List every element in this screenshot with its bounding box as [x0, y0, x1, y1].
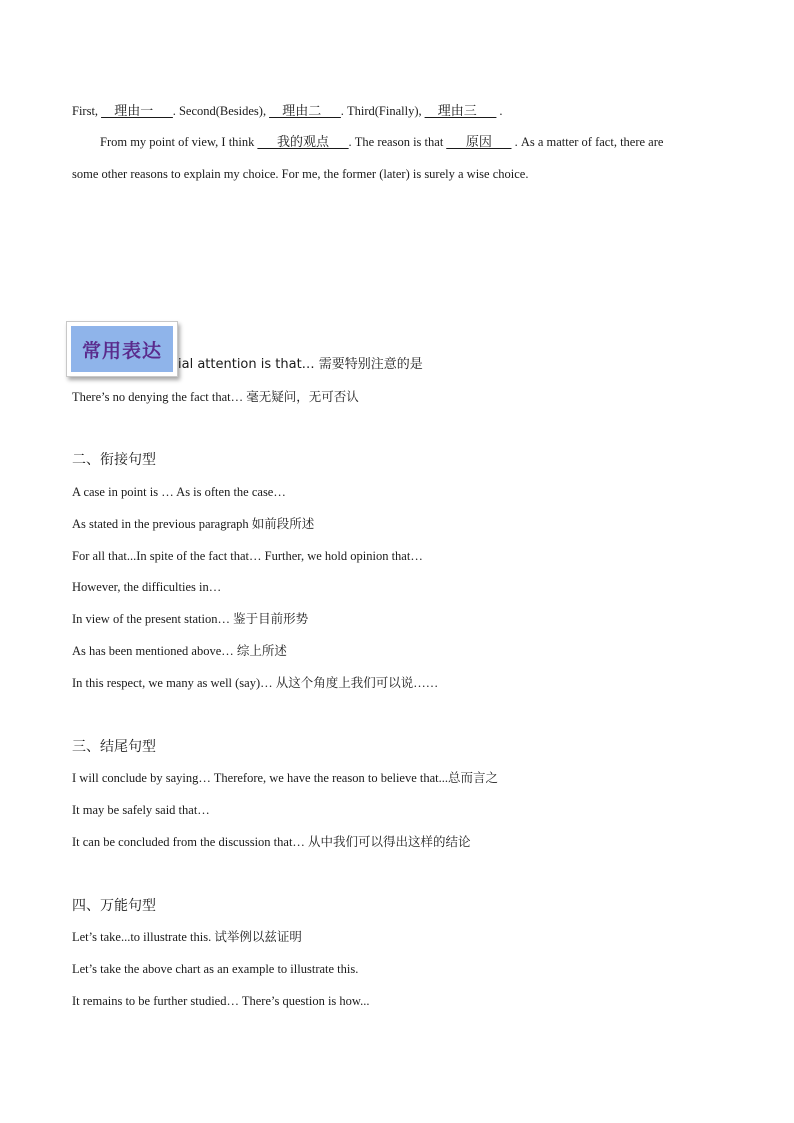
transition-line: As stated in the previous paragraph 如前段所述: [72, 517, 315, 531]
template-line-view: [100, 133, 663, 152]
blank-reason: ___原因___: [446, 135, 512, 150]
transition-line: For all that...In spite of the fact that… Further, we hold opinion that…: [72, 549, 423, 563]
blank-my-view: ___我的观点___: [257, 135, 349, 150]
expression-special-attention: ial attention is that… 需要特别注意的是: [178, 357, 423, 372]
template-second-text: . Second(Besides),: [172, 104, 270, 118]
transition-line: In this respect, we many as well (say)… 从这个角度上我们可以说……: [72, 676, 439, 690]
transition-line: A case in point is … As is often the case…: [72, 485, 286, 499]
template-view-text: From my point of view, I think: [100, 135, 258, 149]
common-expressions-badge: [66, 321, 178, 377]
transition-line: However, the difficulties in…: [72, 580, 222, 594]
section-heading-transition: 二、衔接句型: [72, 452, 156, 468]
transition-line: In view of the present station… 鉴于目前形势: [72, 612, 309, 626]
ending-line: It may be safely said that…: [72, 803, 210, 817]
blank-reason-two: __理由二___: [269, 104, 341, 119]
template-line-conclusion: some other reasons to explain my choice. For me, the former (later) is surely a wise choice.: [72, 167, 529, 181]
blank-reason-one: __理由一___: [101, 104, 173, 119]
universal-line: Let’s take the above chart as an example to illustrate this.: [72, 962, 359, 976]
transition-line: As has been mentioned above… 综上所述: [72, 644, 287, 658]
section-heading-universal: 四、万能句型: [72, 898, 156, 914]
universal-line: It remains to be further studied… There’s question is how...: [72, 994, 370, 1008]
template-reason-text: . The reason is that: [348, 135, 447, 149]
template-fact-text: . As a matter of fact, there are: [511, 135, 664, 149]
universal-line: Let’s take...to illustrate this. 试举例以兹证明: [72, 930, 302, 944]
ending-line: It can be concluded from the discussion that… 从中我们可以得出这样的结论: [72, 835, 471, 849]
blank-reason-three: __理由三___: [424, 104, 497, 119]
template-end-text: .: [496, 104, 503, 118]
template-third-text: . Third(Finally),: [340, 104, 425, 118]
template-line-reasons: [72, 102, 503, 121]
ending-line: I will conclude by saying… Therefore, we have the reason to believe that...总而言之: [72, 771, 499, 785]
section-heading-ending: 三、结尾句型: [72, 739, 156, 755]
badge-label: 常用表达: [71, 326, 173, 372]
template-first-text: First,: [72, 104, 102, 118]
expression-no-denying: There’s no denying the fact that… 毫无疑问，无可否认: [72, 390, 359, 404]
